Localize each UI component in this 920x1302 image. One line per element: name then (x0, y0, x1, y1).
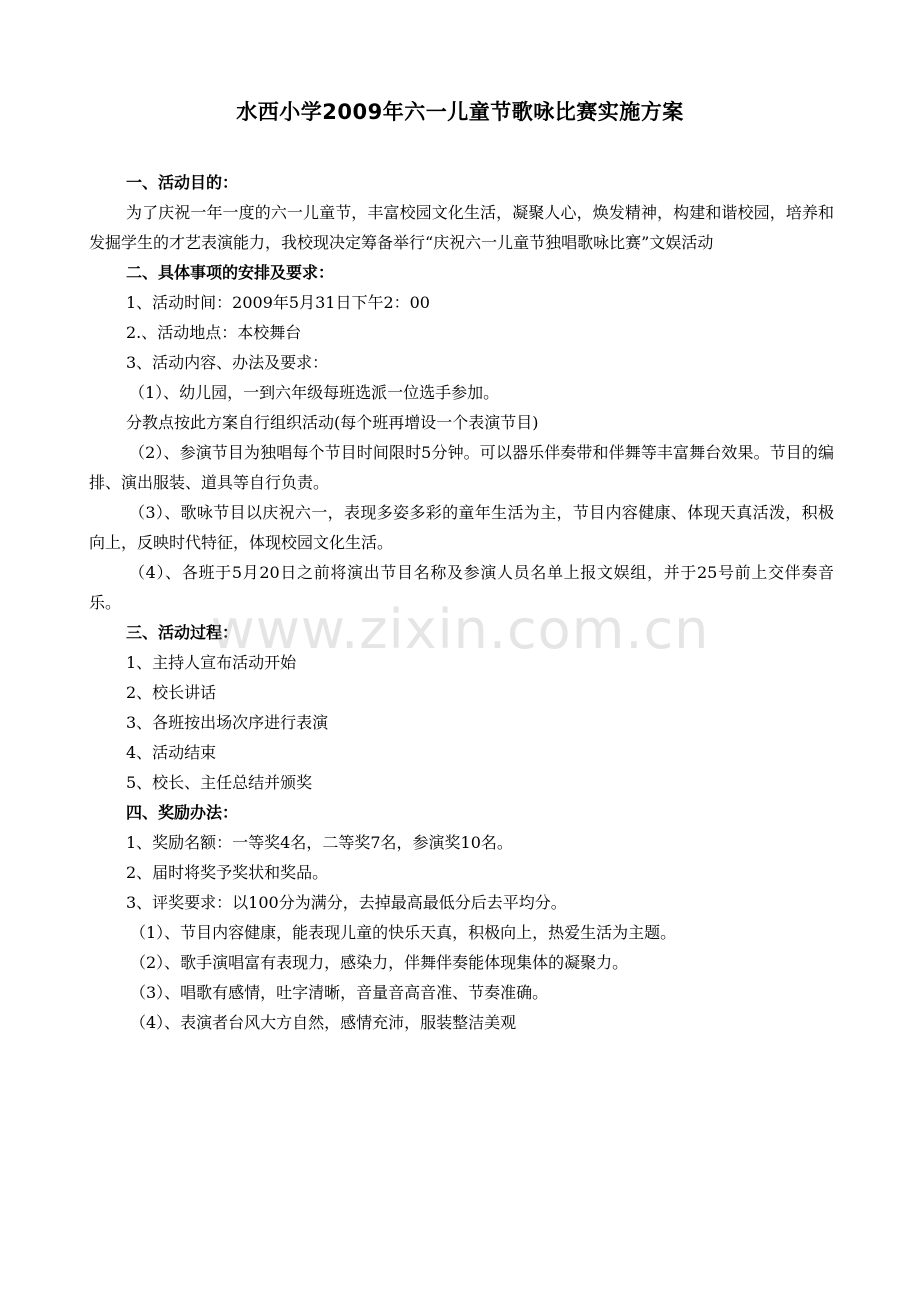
list-item-process-3: 3、各班按出场次序进行表演 (126, 713, 329, 732)
document-body (89, 168, 834, 1038)
list-item-content: 3、活动内容、办法及要求： (126, 353, 329, 372)
list-item-time: 1、活动时间：2009年5月31日下午2：00 (126, 293, 430, 312)
list-item-process-1: 1、主持人宣布活动开始 (126, 653, 297, 672)
paragraph-purpose: 为了庆祝一年一度的六一儿童节，丰富校园文化生活，凝聚人心，焕发精神，构建和谐校园，培养和发掘学生的才艺表演能力，我校现决定筹备举行“庆祝六一儿童节独唱歌咏比赛”文娱活动 (89, 203, 834, 252)
list-item-location: 2.、活动地点：本校舞台 (126, 323, 302, 342)
list-item-process-4: 4、活动结束 (126, 743, 217, 762)
section-heading-purpose: 一、活动目的： (126, 173, 239, 192)
section-heading-awards: 四、奖励办法： (126, 803, 239, 822)
section-heading-process: 三、活动过程： (126, 623, 239, 642)
watermark: www.zixin.com.cn (210, 598, 710, 661)
list-item-sub-4: （4）、各班于5月20日之前将演出节目名称及参演人员名单上报文娱组，并于25号前上交伴奏音乐。 (89, 563, 834, 612)
list-item-process-5: 5、校长、主任总结并颁奖 (126, 773, 313, 792)
list-item-award-3: 3、评奖要求：以100分为满分，去掉最高最低分后去平均分。 (126, 893, 567, 912)
list-item-criteria-3: （3）、唱歌有感情，吐字清晰，音量音高音准、节奏准确。 (130, 983, 549, 1002)
list-item-award-1: 1、奖励名额：一等奖4名，二等奖7名，参演奖10名。 (126, 833, 513, 852)
list-item-sub-1: （1）、幼儿园，一到六年级每班选派一位选手参加。 (129, 383, 500, 402)
list-item-criteria-1: （1）、节目内容健康，能表现儿童的快乐天真，积极向上，热爱生活为主题。 (130, 923, 677, 942)
list-item-process-2: 2、校长讲话 (126, 683, 217, 702)
list-item-criteria-2: （2）、歌手演唱富有表现力，感染力，伴舞伴奏能体现集体的凝聚力。 (130, 953, 629, 972)
list-item-criteria-4: （4）、表演者台风大方自然，感情充沛，服装整洁美观 (130, 1013, 517, 1032)
document-title: 水西小学2009年六一儿童节歌咏比赛实施方案 (236, 100, 684, 124)
list-item-award-2: 2、届时将奖予奖状和奖品。 (126, 863, 329, 882)
section-heading-arrangements: 二、具体事项的安排及要求： (126, 263, 335, 282)
list-item-branch-note: 分教点按此方案自行组织活动(每个班再增设一个表演节目) (126, 413, 539, 432)
list-item-sub-3: （3）、歌咏节目以庆祝六一，表现多姿多彩的童年生活为主，节目内容健康、体现天真活泼，积极向上，反映时代特征，体现校园文化生活。 (89, 503, 834, 552)
list-item-sub-2: （2）、参演节目为独唱每个节目时间限时5分钟。可以器乐伴奏带和伴舞等丰富舞台效果。节目的编排、演出服装、道具等自行负责。 (89, 443, 834, 492)
